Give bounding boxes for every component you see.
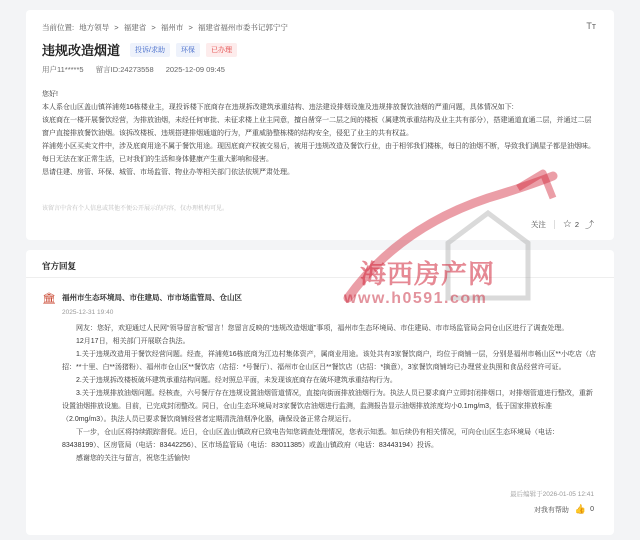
star-count: 2 <box>574 220 579 229</box>
reply-content <box>62 322 596 465</box>
privacy-disclaimer: 该留言中含有个人信息或其他不便公开展示的内容，仅办理机构可见。 <box>42 206 229 212</box>
divider <box>554 220 555 229</box>
divider <box>26 277 614 278</box>
government-building-icon: 🏛 <box>42 293 56 305</box>
font-size-toggle-icon[interactable]: Tт <box>586 21 596 31</box>
breadcrumb-item-fuzhou[interactable]: 福州市 <box>160 23 184 32</box>
breadcrumb-item-secretary[interactable]: 福建省福州市委书记郭宁宁 <box>197 23 288 32</box>
post-paragraph: 恳请住建、房管、环保、城管、市场监管、物业办等相关部门依法依规严肃处理。 <box>42 169 294 176</box>
breadcrumb-separator: > <box>114 23 119 32</box>
reply-org <box>42 292 242 316</box>
watermark-text: 海西房产网 <box>360 259 496 289</box>
reply-paragraph: 3.关于违规排放油烟问题。经核查，六号餐厅存在违规设置油烟管道情况，直接向街面排放油烟行为。执法人员已要求商户立即封闭排烟口，对排烟管道进行整改，重新设置油烟排放设施。目前，已完成封闭整改。同日，仓山生态环境局对3家餐饮店油烟进行监测，监测报告显示油烟排放浓度均小0.1mg/m3，低于国家排放标准（2.0mg/m3）。执法人员已要求餐饮商铺经营者定期清洗油烟净化器，确保设备正常合规运行。 <box>62 390 593 423</box>
breadcrumb-item-local-leaders[interactable]: 地方领导 <box>79 23 110 32</box>
breadcrumb-item-fujian[interactable]: 福建省 <box>123 23 147 32</box>
reply-paragraph: 12月17日，相关部门开展联合执法。 <box>76 338 190 345</box>
post-date: 2025-12-09 09:45 <box>165 65 225 74</box>
last-edit-time: 最后编辑于2026-01-05 12:41 <box>510 491 594 498</box>
reply-paragraph: 2.关于违规拆改楼板破坏建筑承重结构问题。经对照总平面，未发现该底商存在破坏建筑承重结构行为。 <box>76 377 397 384</box>
post-meta <box>42 64 235 75</box>
reply-org-name: 福州市生态环境局、市住建局、市市场监管局、仓山区 <box>62 293 242 302</box>
breadcrumb <box>42 22 291 33</box>
star-icon[interactable]: ☆ <box>562 219 572 230</box>
reply-time: 2025-12-31 19:40 <box>62 309 114 316</box>
section-title: 官方回复 <box>42 261 77 271</box>
title-row <box>42 40 243 59</box>
helpful-count: 0 <box>590 506 594 513</box>
tag-domain: 环保 <box>176 43 200 57</box>
message-card <box>26 10 614 240</box>
tag-category: 投诉/求助 <box>130 43 170 57</box>
follow-button[interactable]: 关注 <box>530 220 546 229</box>
post-paragraph: 祥浦苑小区买卖文件中，涉及底商用途不属于餐饮用途。现因底商产权被交易后，被用于违规改造及餐饮行业，由于相邻我们楼栋，每日的油烟不断，导致我们满屋子都是油烟味。每日无法在家正常生活，已对我们的生活和身体健康产生重大影响和侵害。 <box>42 143 595 163</box>
watermark-url: www.h0591.com <box>344 290 488 307</box>
post-content <box>42 88 598 179</box>
thumbs-up-icon[interactable]: 👍 <box>574 504 587 514</box>
reply-paragraph: 感谢您的关注与留言，祝您生活愉快! <box>76 455 190 462</box>
post-id: 留言ID:24273558 <box>95 65 154 74</box>
post-paragraph: 本人系仓山区盖山镇祥浦苑16栋楼业主，现投诉楼下底商存在违规拆改建筑承重结构、违法建设排烟设施及违规排放餐饮油烟的严重问题，具体情况如下: <box>42 104 514 111</box>
reply-paragraph: 1.关于违规改造用于餐饮经营问题。经查，祥浦苑16栋底商为江边村集体资产，属商业用途。该处共有3家餐饮商户，均位于商铺一层，分别是福州市畅山区**小吃店（店招：**十里、白**汤猪粉）、福州市仓山区**餐饮店（店招：*号餐厅）、福州市仓山区吕**餐饮店（店招：*摘意），3家餐饮商铺均已办理营业执照和食品经营许可证。 <box>62 351 596 371</box>
share-icon[interactable]: ⤴ <box>584 220 594 230</box>
breadcrumb-separator: > <box>151 23 156 32</box>
page-title: 违规改造烟道 <box>42 43 121 58</box>
helpful-label: 对我有帮助 <box>533 506 569 514</box>
post-paragraph: 该底商在一楼开展餐饮经营，为排放油烟，未经任何审批、未征求楼上业主同意，擅自凿穿一二层之间的楼板（属建筑承重结构及业主共有部分），搭建通道直通二层，并通过二层窗户直接排放餐饮油烟。该拆改楼板、违规搭建排烟通道的行为，严重威胁整栋楼的结构安全，侵犯了业主的共有权益。 <box>42 117 592 137</box>
status-badge: 已办理 <box>206 43 237 57</box>
helpful-row <box>534 504 594 515</box>
post-actions <box>531 218 594 231</box>
official-reply-card <box>26 250 614 535</box>
breadcrumb-prefix: 当前位置: <box>42 23 75 32</box>
post-user: 用户11*****5 <box>42 65 84 74</box>
reply-paragraph: 网友：您好，欢迎通过人民网“领导留言板”留言！您留言反映的“违规改造烟道”事项，福州市生态环境局、市住建局、市市场监管局会同仓山区进行了调查处理。 <box>76 325 569 332</box>
post-paragraph: 您好! <box>42 91 58 98</box>
reply-paragraph: 下一步，仓山区将持续跟踪督促。近日，仓山区盖山镇政府已致电告知您调查处理情况，您表示知悉。如后续仍有相关情况，可向仓山区生态环境局（电话：83438199）、区房管局（电话：83442256）、区市场监管局（电话：83011385）或盖山镇政府（电话：83443194）投诉。 <box>62 429 559 449</box>
breadcrumb-separator: > <box>188 23 193 32</box>
